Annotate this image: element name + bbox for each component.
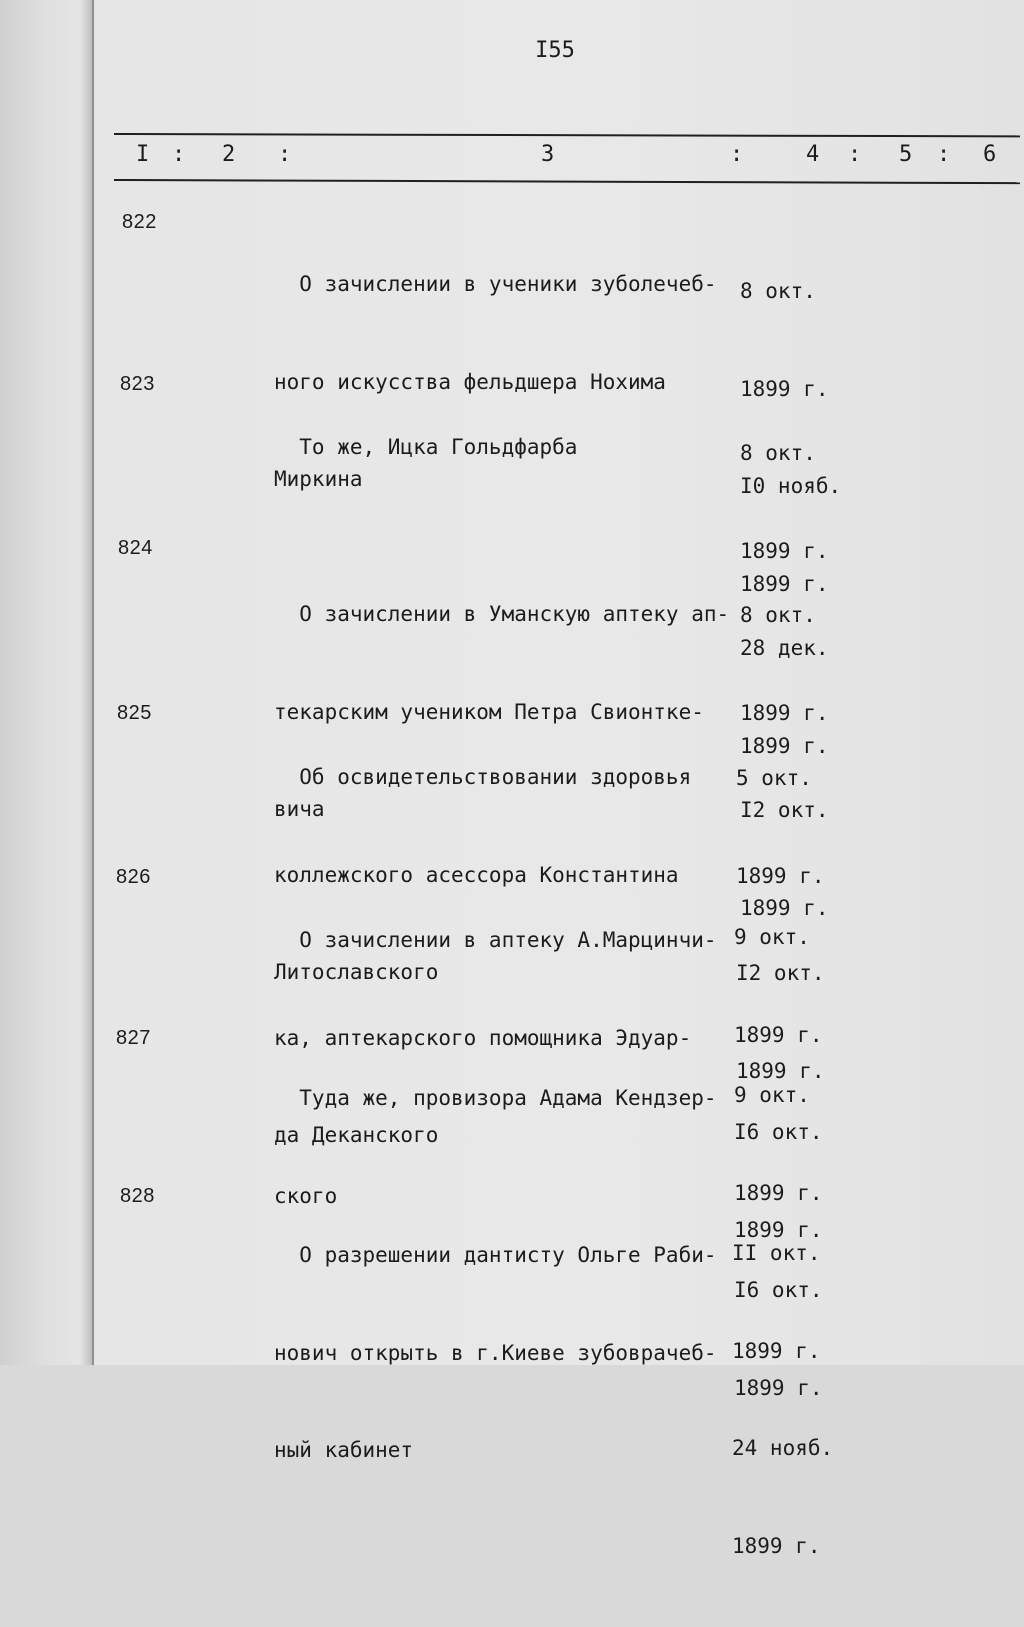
title-line: О зачислении в аптеку А.Марцинчи- [274,928,717,952]
column-header-4: 4 [806,142,820,167]
column-header-1: I [136,142,150,167]
date-end-year: 1899 г. [740,895,829,920]
column-header-2: 2 [222,142,236,167]
title-line: О разрешении дантисту Ольге Раби- [274,1243,717,1267]
column-separator: : [937,142,951,167]
date-start-year: 1899 г. [740,376,829,401]
date-start: 9 окт. [734,925,810,949]
date-end-year: 1899 г. [740,571,829,596]
date-start-year: 1899 г. [732,1338,821,1363]
date-end: 28 дек. [740,636,829,660]
title-line: ского [274,1183,338,1208]
date-end-year: 1899 г. [734,1375,823,1400]
title-line: текарским учеником Петра Свионтке- [274,699,704,724]
title-line: ка, аптекарского помощника Эдуар- [274,1025,692,1050]
title-line: да Деканского [274,1123,439,1147]
column-header-6: 6 [983,142,997,167]
column-header-5: 5 [899,142,913,167]
entry-number: 823 [120,373,155,395]
title-line: О зачислении в Уманскую аптеку ап- [274,602,730,626]
column-separator: : [848,142,862,167]
column-separator: : [172,142,186,167]
date-end: 24 нояб. [732,1436,834,1460]
title-line: ного искусства фельдшера Нохима [274,369,666,394]
column-header-3: 3 [541,142,555,167]
title-line: ный кабинет [274,1438,414,1462]
page-number: I55 [535,38,575,63]
date-end-year: 1899 г. [740,733,829,758]
binding-gutter [92,0,94,1365]
entry-number: 822 [122,211,157,233]
entry-number: 826 [116,866,151,888]
entry-title [274,366,744,529]
entry-number: 825 [117,702,152,724]
title-line: коллежского асессора Константина [274,862,679,887]
left-page-edge [0,0,92,1365]
title-line: нович открыть в г.Киеве зубоврачеб- [274,1340,717,1365]
date-end: I6 окт. [734,1120,823,1144]
column-separator: : [730,142,744,167]
title-line: Миркина [274,467,363,491]
date-start: 9 окт. [734,1083,810,1107]
header-rule-bottom [114,179,1020,184]
column-separator: : [278,142,292,167]
title-line: То же, Ицка Гольдфарба [274,435,578,459]
entry-title [274,1174,744,1532]
date-start: 8 окт. [740,603,816,627]
date-end-year: 1899 г. [732,1533,821,1558]
date-start-year: 1899 г. [734,1180,823,1205]
date-start: 8 окт. [740,279,816,303]
date-end: I6 окт. [734,1278,823,1302]
title-line: Литославского [274,960,439,984]
entry-number: 824 [118,537,153,559]
header-rule-top [114,133,1020,137]
date-start-year: 1899 г. [736,863,825,888]
date-start-year: 1899 г. [740,538,829,563]
date-start: 5 окт. [736,766,812,790]
title-line: Туда же, провизора Адама Кендзер- [274,1086,717,1110]
date-start: 8 окт. [740,441,816,465]
date-end: I0 нояб. [740,474,842,498]
date-end: I2 окт. [740,798,829,822]
title-line: вича [274,797,325,821]
date-end: I2 окт. [736,961,825,985]
title-line: О зачислении в ученики зуболечеб- [274,272,717,296]
date-end-year: 1899 г. [736,1058,825,1083]
date-start: II окт. [732,1241,821,1265]
entry-dates [732,1172,862,1627]
entry-number: 828 [120,1185,155,1207]
date-start-year: 1899 г. [734,1022,823,1047]
entry-number: 827 [116,1027,151,1049]
date-end-year: 1899 г. [734,1217,823,1242]
title-line: Об освидетельствовании здоровья [274,765,692,789]
date-start-year: 1899 г. [740,700,829,725]
